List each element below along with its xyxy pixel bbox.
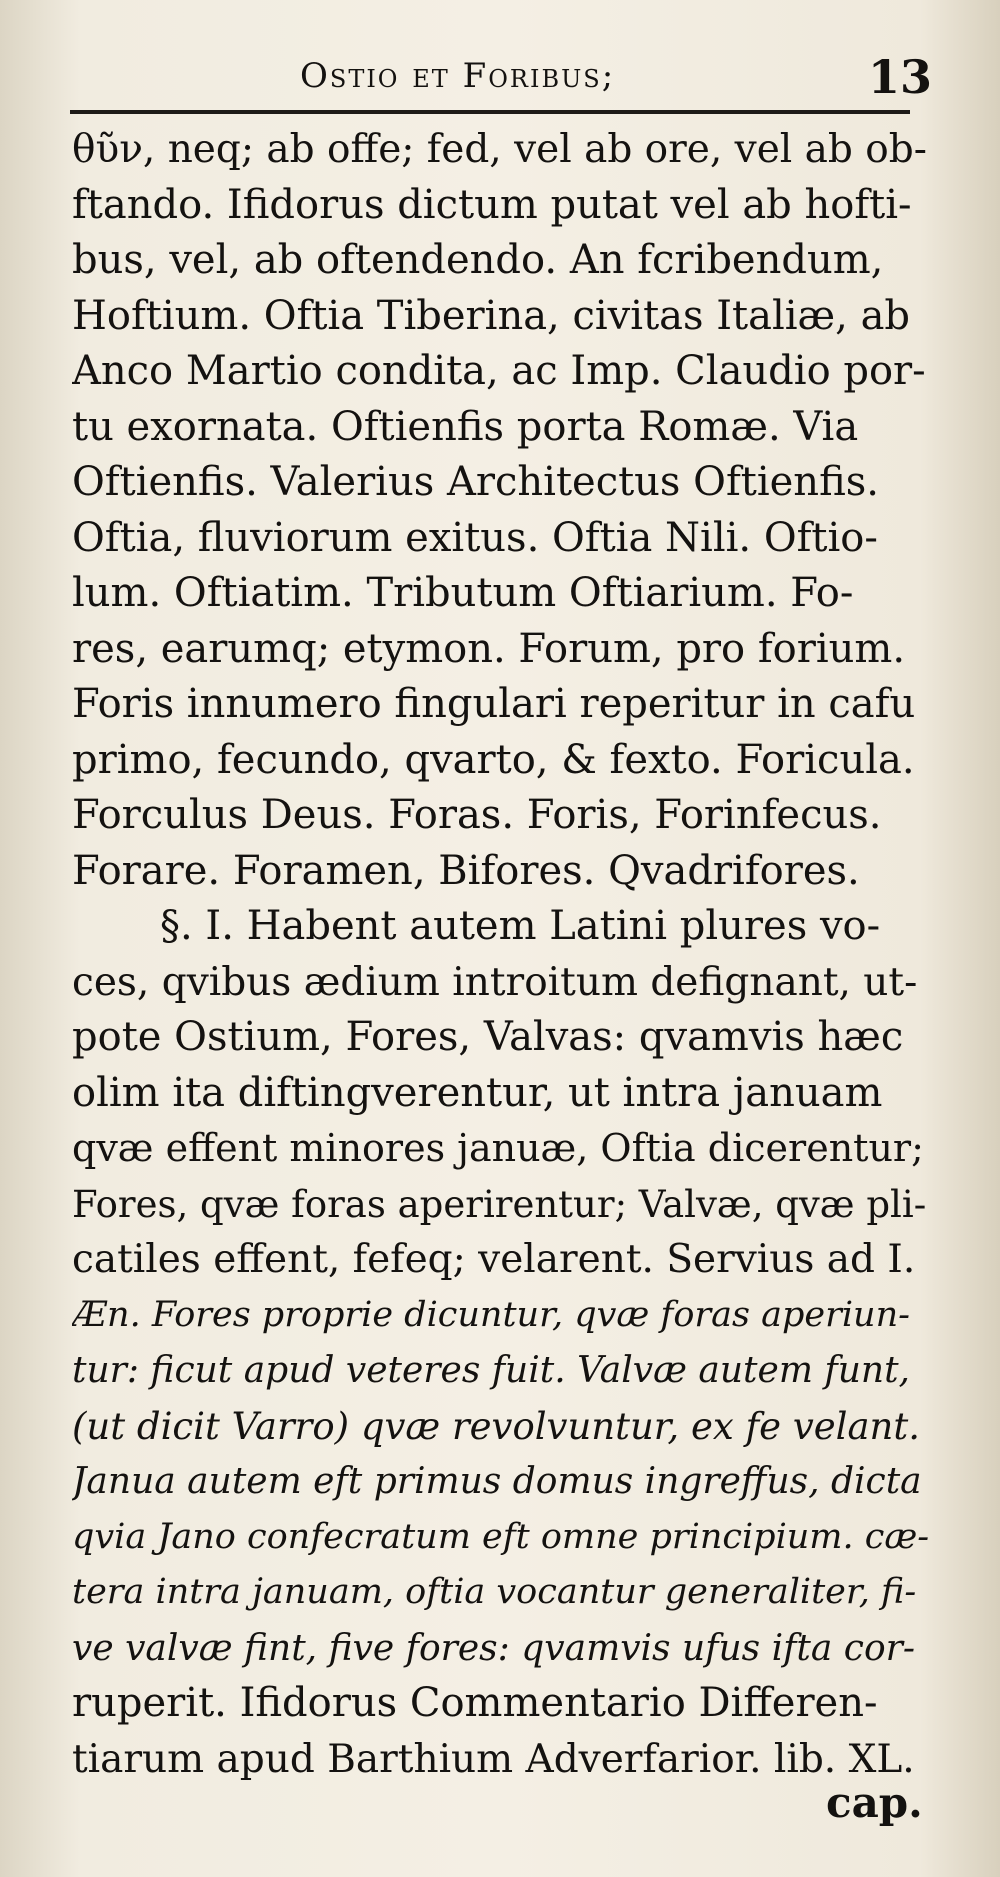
header-rule [70,110,910,114]
line-text: Forculus Deus. Foras. Foris, Forinfecus. [72,792,882,838]
quotation-line [72,1399,932,1455]
line-text: Hoftium. Oftia Tiberina, civitas Italiæ, ab [72,292,911,339]
line-text: §. I. Habent autem Latini plures vo- [160,903,881,949]
line-text: ruperit. Ifidorus Commentario Differen- [72,1680,878,1726]
line-text: qvæ effent minores januæ, Oftia dicerentur; [72,1126,924,1170]
text-line [72,788,932,844]
text-line [72,344,932,400]
text-line [72,1676,932,1732]
text-line [72,622,932,678]
quotation-line [72,1510,932,1566]
line-text: catiles effent, fefeq; velarent. Servius ad I. [72,1237,916,1282]
line-text: qvia Jano confecratum eft omne principium. cæ- [72,1516,930,1557]
text-line [72,178,932,234]
line-text: primo, fecundo, qvarto, & fexto. Foricula. [72,736,915,783]
quotation-line [72,1454,932,1510]
line-text: tiarum apud Barthium Adverfarior. lib. XL. [72,1736,915,1782]
line-text: pote Ostium, Fores, Valvas: qvamvis hæc [72,1014,904,1060]
line-text: Foris innumero fingulari reperitur in cafu [72,681,916,727]
text-line [72,289,932,345]
line-text: tera intra januam, oftia vocantur generaliter, fi- [72,1572,917,1612]
text-line [72,566,932,622]
line-text: Oftia, fluviorum exitus. Oftia Nili. Oftio- [72,514,878,561]
line-text: Æn. Fores proprie dicuntur, qvæ foras aperiun- [72,1294,910,1335]
quotation-line [72,1621,932,1677]
text-line [72,677,932,733]
line-text: (ut dicit Varro) qvæ revolvuntur, ex fe velant. [72,1404,920,1448]
text-line [72,122,932,178]
text-line [72,955,932,1011]
text-line [72,455,932,511]
section-start-line [72,899,932,955]
text-line [72,1066,932,1122]
line-text: Fores, qvæ foras aperirentur; Valvæ, qvæ pli- [72,1182,927,1226]
text-line [72,400,932,456]
text-line [72,1232,932,1288]
text-line [72,1177,932,1233]
line-text: ve valvæ fint, five fores: qvamvis ufus ifta cor- [72,1627,916,1669]
line-text: tu exornata. Oftienfis porta Romæ. Via [72,403,859,450]
quotation-line [72,1565,932,1621]
text-line [72,733,932,789]
line-text: ftando. Ifidorus dictum putat vel ab hofti- [72,181,912,228]
line-text: lum. Oftiatim. Tributum Oftiarium. Fo- [72,570,854,616]
catchword: cap. [826,1778,923,1827]
text-line [72,1121,932,1177]
text-line [72,844,932,900]
page-number: 13 [868,50,933,104]
quotation-line [72,1288,932,1344]
line-text: bus, vel, ab oftendendo. An fcribendum, [72,237,884,283]
text-line [72,1732,932,1788]
line-text: tur: ficut apud veteres fuit. Valvæ autem funt, [72,1350,911,1391]
quotation-line [72,1343,932,1399]
text-line [72,233,932,289]
line-text: res, earumq; etymon. Forum, pro forium. [72,625,906,672]
text-line [72,1010,932,1066]
line-text: olim ita diftingverentur, ut intra januam [72,1069,883,1116]
body-text [72,122,932,1787]
running-title: Ostio et Foribus; [300,56,616,96]
line-text: θῦν, neq; ab offe; fed, vel ab ore, vel ab ob- [72,127,927,172]
line-text: Anco Martio condita, ac Imp. Claudio por- [72,348,926,394]
line-text: Janua autem eft primus domus ingreffus, dicta [72,1461,922,1502]
text-line [72,511,932,567]
line-text: ces, qvibus ædium introitum defignant, ut- [72,959,918,1005]
line-text: Oftienfis. Valerius Architectus Oftienfis. [72,459,879,505]
line-text: Forare. Foramen, Bifores. Qvadrifores. [72,847,860,894]
